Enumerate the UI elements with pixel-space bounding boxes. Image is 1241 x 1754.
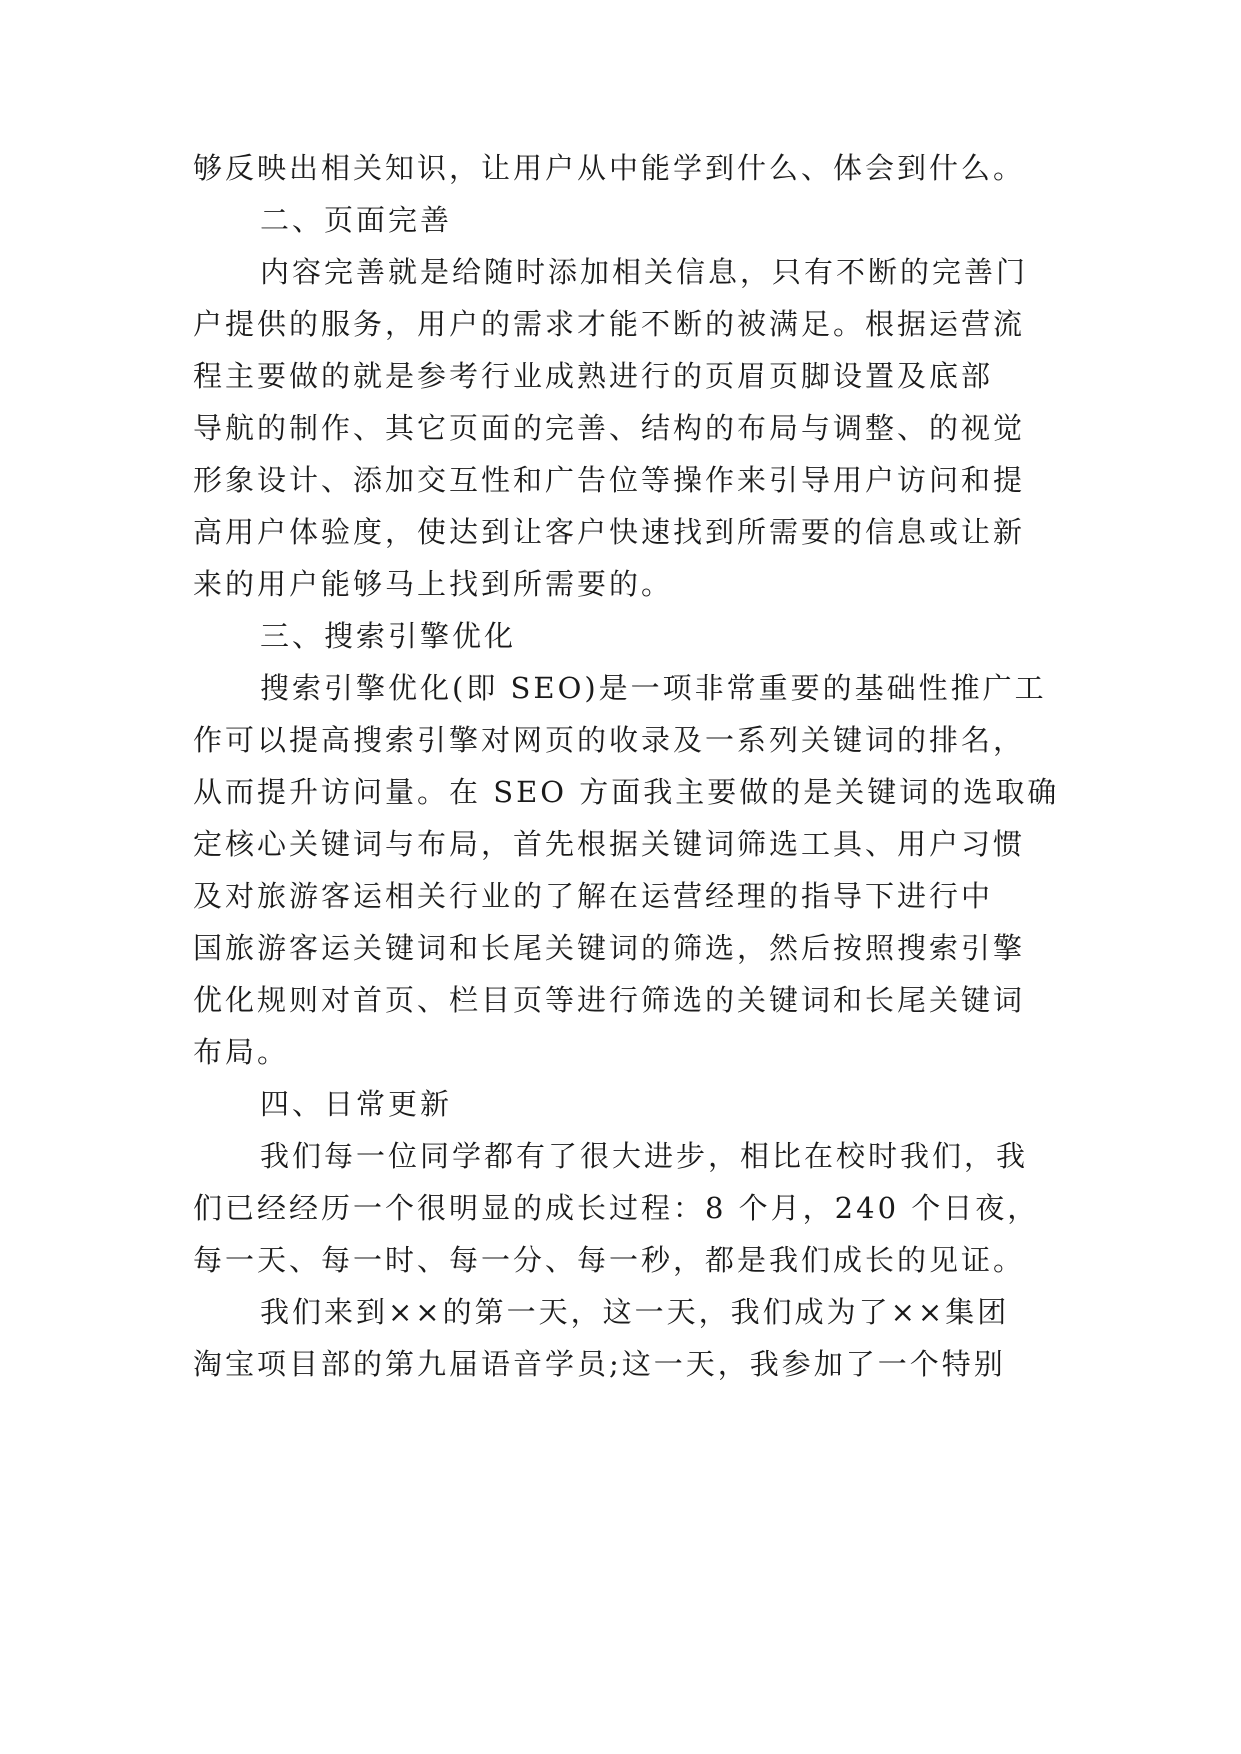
text-line: 够反映出相关知识，让用户从中能学到什么、体会到什么。 (193, 151, 1026, 185)
paragraph-first-line: 我们来到××的第一天，这一天，我们成为了××集团 (260, 1295, 1010, 1329)
text-line: 淘宝项目部的第九届语音学员;这一天，我参加了一个特别 (193, 1347, 1006, 1381)
text-line: 高用户体验度，使达到让客户快速找到所需要的信息或让新 (193, 515, 1026, 549)
section-heading: 四、日常更新 (260, 1087, 453, 1121)
text-line: 来的用户能够马上找到所需要的。 (193, 567, 674, 601)
text-line: 形象设计、添加交互性和广告位等操作来引导用户访问和提 (193, 463, 1026, 497)
section-heading: 三、搜索引擎优化 (260, 619, 517, 653)
text-line: 作可以提高搜索引擎对网页的收录及一系列关键词的排名， (193, 723, 1026, 757)
text-line: 程主要做的就是参考行业成熟进行的页眉页脚设置及底部 (193, 359, 994, 393)
section-heading: 二、页面完善 (260, 203, 453, 237)
paragraph-first-line: 内容完善就是给随时添加相关信息，只有不断的完善门 (260, 255, 1029, 289)
text-line: 布局。 (193, 1035, 290, 1069)
text-line: 从而提升访问量。在 SEO 方面我主要做的是关键词的选取确 (193, 775, 1060, 809)
text-line: 定核心关键词与布局，首先根据关键词筛选工具、用户习惯 (193, 827, 1026, 861)
text-line: 导航的制作、其它页面的完善、结构的布局与调整、的视觉 (193, 411, 1026, 445)
text-line: 们已经经历一个很明显的成长过程：8 个月，240 个日夜， (193, 1191, 1040, 1225)
text-line: 优化规则对首页、栏目页等进行筛选的关键词和长尾关键词 (193, 983, 1026, 1017)
paragraph-first-line: 搜索引擎优化(即 SEO)是一项非常重要的基础性推广工 (260, 671, 1047, 705)
paragraph-first-line: 我们每一位同学都有了很大进步，相比在校时我们，我 (260, 1139, 1029, 1173)
text-line: 户提供的服务，用户的需求才能不断的被满足。根据运营流 (193, 307, 1026, 341)
text-line: 及对旅游客运相关行业的了解在运营经理的指导下进行中 (193, 879, 994, 913)
text-line: 每一天、每一时、每一分、每一秒，都是我们成长的见证。 (193, 1243, 1026, 1277)
text-line: 国旅游客运关键词和长尾关键词的筛选，然后按照搜索引擎 (193, 931, 1026, 965)
